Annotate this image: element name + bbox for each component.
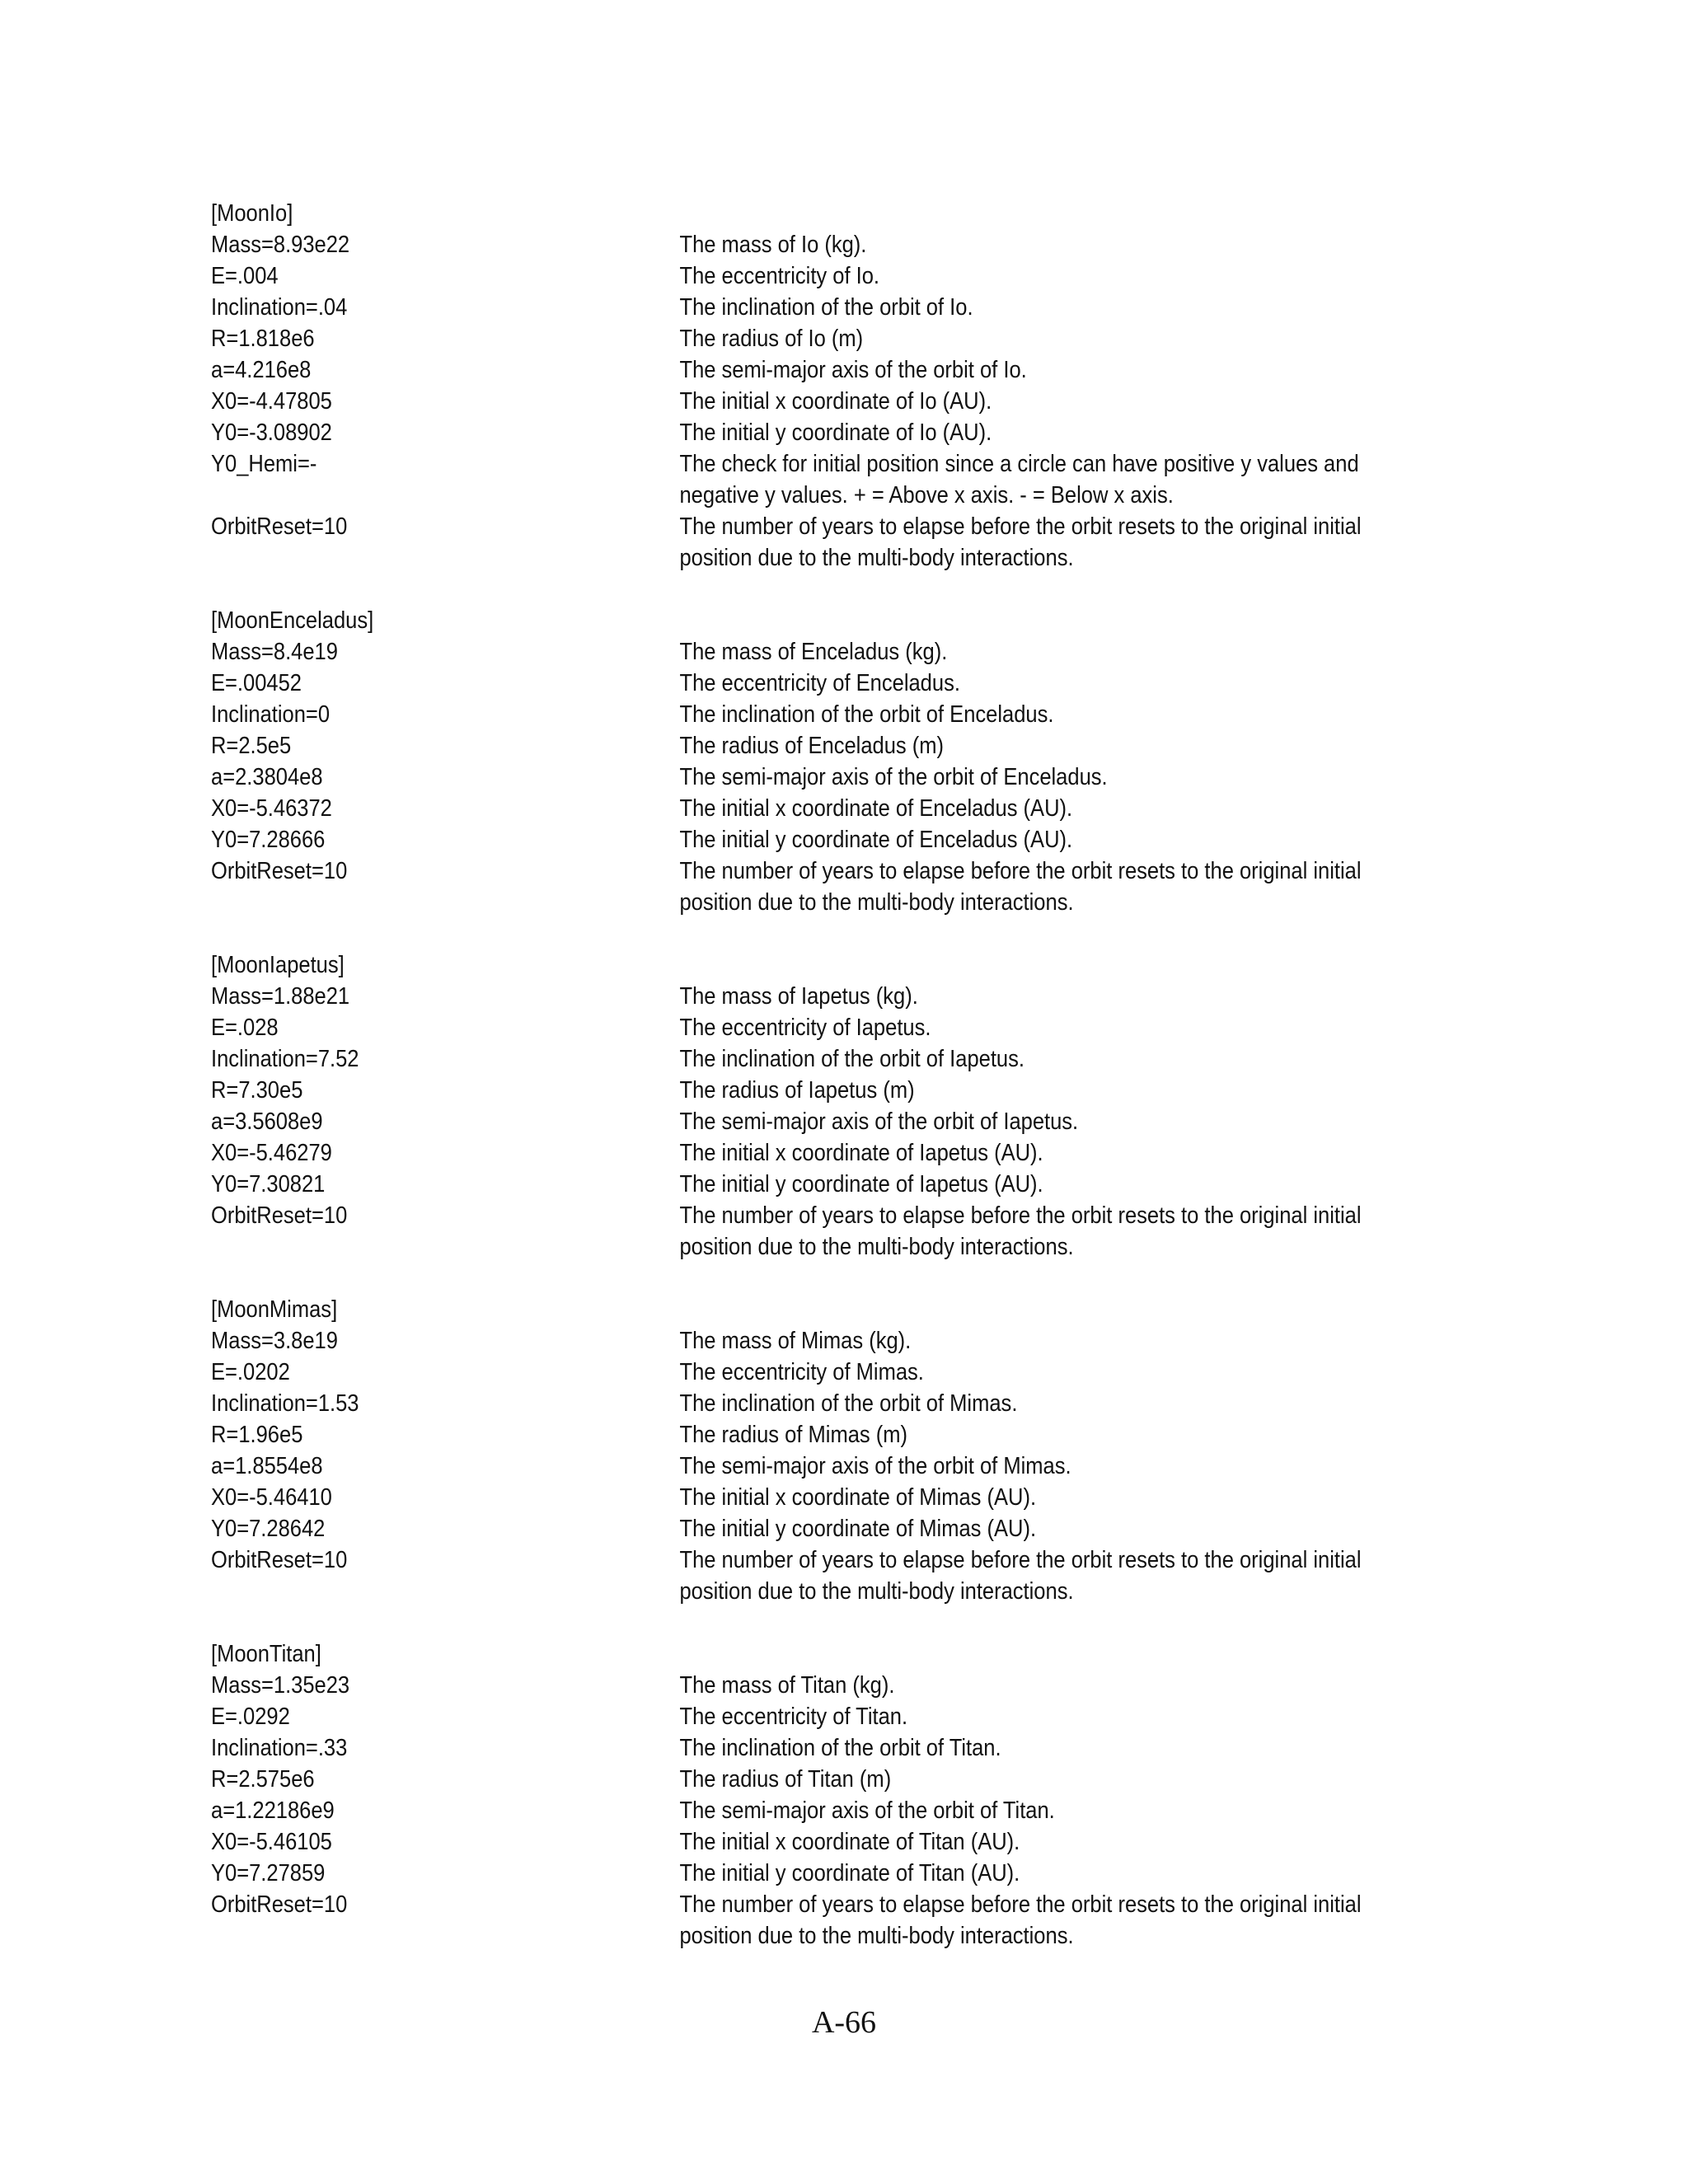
parameter-description: The radius of Enceladus (m) xyxy=(679,733,945,759)
parameter-row-mass xyxy=(211,981,1299,1012)
parameter-key: a=3.5608e9 xyxy=(211,1108,323,1135)
parameter-key: OrbitReset=10 xyxy=(211,858,348,884)
parameter-key: E=.028 xyxy=(211,1015,279,1041)
parameter-key: Inclination=.04 xyxy=(211,294,348,321)
parameter-row-eccentricity xyxy=(211,1701,1299,1732)
parameter-row-y0 xyxy=(211,1169,1299,1200)
parameter-row-radius xyxy=(211,323,1299,354)
parameter-description: The eccentricity of Mimas. xyxy=(679,1359,924,1385)
parameter-key: R=2.5e5 xyxy=(211,733,292,759)
parameter-row-orbit-reset xyxy=(211,1200,1362,1263)
parameter-key: X0=-5.46105 xyxy=(211,1829,332,1855)
parameter-key: Inclination=.33 xyxy=(211,1735,348,1761)
parameter-key: Mass=8.93e22 xyxy=(211,232,350,258)
parameter-key: X0=-5.46372 xyxy=(211,795,332,822)
parameter-description: The number of years to elapse before the orbit resets to the original initial position due to the multi-body interactions. xyxy=(679,1891,1362,1949)
parameter-description: The semi-major axis of the orbit of Io. xyxy=(679,357,1027,383)
parameter-row-semi-major-axis xyxy=(211,762,1299,793)
parameter-key: X0=-4.47805 xyxy=(211,388,332,415)
parameter-description: The semi-major axis of the orbit of Titan. xyxy=(679,1797,1055,1824)
parameter-key: Mass=3.8e19 xyxy=(211,1328,338,1354)
parameter-description: The semi-major axis of the orbit of Iapetus. xyxy=(679,1108,1079,1135)
parameter-row-radius xyxy=(211,1764,1299,1795)
parameter-description: The radius of Io (m) xyxy=(679,326,864,352)
section-moon-enceladus xyxy=(211,605,1362,918)
parameter-row-x0 xyxy=(211,793,1299,824)
parameter-row-x0 xyxy=(211,386,1299,417)
parameter-description: The initial x coordinate of Enceladus (AU). xyxy=(679,795,1073,822)
parameter-description: The eccentricity of Io. xyxy=(679,263,880,289)
parameter-row-semi-major-axis xyxy=(211,1106,1299,1137)
section-header: [MoonIapetus] xyxy=(211,952,345,978)
parameter-row-orbit-reset xyxy=(211,511,1362,574)
parameter-key: E=.0292 xyxy=(211,1704,290,1730)
parameter-description: The initial y coordinate of Mimas (AU). xyxy=(679,1516,1037,1542)
parameter-row-semi-major-axis xyxy=(211,1451,1299,1482)
parameter-key: E=.0202 xyxy=(211,1359,290,1385)
parameter-row-inclination xyxy=(211,1388,1299,1419)
parameter-row-mass xyxy=(211,229,1299,260)
parameter-row-mass xyxy=(211,1670,1299,1701)
parameter-row-mass xyxy=(211,1325,1299,1357)
parameter-row-y0 xyxy=(211,417,1299,448)
parameter-description: The inclination of the orbit of Io. xyxy=(679,294,973,321)
parameter-description: The radius of Titan (m) xyxy=(679,1766,892,1793)
parameter-description: The inclination of the orbit of Mimas. xyxy=(679,1390,1018,1417)
parameter-description: The check for initial position since a circle can have positive y values and negative y values. + = Above x axis. - = Below x axis. xyxy=(679,451,1359,509)
document-body xyxy=(211,198,1362,1983)
parameter-description: The eccentricity of Titan. xyxy=(679,1704,908,1730)
parameter-description: The radius of Mimas (m) xyxy=(679,1422,908,1448)
parameter-key: OrbitReset=10 xyxy=(211,1202,348,1229)
parameter-description: The initial y coordinate of Enceladus (AU). xyxy=(679,827,1073,853)
parameter-key: Y0=7.30821 xyxy=(211,1171,326,1197)
parameter-key: X0=-5.46410 xyxy=(211,1484,332,1511)
parameter-description: The initial x coordinate of Mimas (AU). xyxy=(679,1484,1037,1511)
section-moon-iapetus xyxy=(211,949,1362,1263)
parameter-key: Y0=7.28642 xyxy=(211,1516,326,1542)
page-number: A-66 xyxy=(811,2005,877,2040)
parameter-key: OrbitReset=10 xyxy=(211,513,348,540)
parameter-description: The mass of Iapetus (kg). xyxy=(679,983,918,1010)
parameter-key: OrbitReset=10 xyxy=(211,1547,348,1573)
parameter-key: Mass=8.4e19 xyxy=(211,639,338,665)
parameter-key: R=2.575e6 xyxy=(211,1766,315,1793)
parameter-row-eccentricity xyxy=(211,1012,1299,1043)
parameter-row-semi-major-axis xyxy=(211,354,1299,386)
parameter-key: a=4.216e8 xyxy=(211,357,312,383)
parameter-description: The number of years to elapse before the orbit resets to the original initial position due to the multi-body interactions. xyxy=(679,513,1362,571)
parameter-description: The mass of Titan (kg). xyxy=(679,1672,895,1699)
section-header: [MoonMimas] xyxy=(211,1296,338,1323)
parameter-description: The mass of Mimas (kg). xyxy=(679,1328,912,1354)
parameter-description: The semi-major axis of the orbit of Enceladus. xyxy=(679,764,1108,790)
parameter-description: The initial x coordinate of Io (AU). xyxy=(679,388,992,415)
section-header: [MoonIo] xyxy=(211,200,293,227)
parameter-row-semi-major-axis xyxy=(211,1795,1299,1826)
parameter-key: Y0=-3.08902 xyxy=(211,419,332,446)
parameter-key: Mass=1.35e23 xyxy=(211,1672,350,1699)
section-moon-mimas xyxy=(211,1294,1362,1607)
section-header: [MoonTitan] xyxy=(211,1641,321,1667)
parameter-description: The inclination of the orbit of Iapetus. xyxy=(679,1046,1025,1072)
parameter-description: The initial y coordinate of Titan (AU). xyxy=(679,1860,1020,1886)
parameter-description: The initial x coordinate of Titan (AU). xyxy=(679,1829,1020,1855)
parameter-description: The initial y coordinate of Io (AU). xyxy=(679,419,992,446)
parameter-row-x0 xyxy=(211,1137,1299,1169)
parameter-description: The semi-major axis of the orbit of Mimas. xyxy=(679,1453,1071,1479)
parameter-key: Y0_Hemi=- xyxy=(211,451,317,477)
parameter-key: Mass=1.88e21 xyxy=(211,983,350,1010)
parameter-row-eccentricity xyxy=(211,1357,1299,1388)
parameter-row-y0 xyxy=(211,824,1299,855)
parameter-key: R=7.30e5 xyxy=(211,1077,303,1104)
parameter-key: Inclination=0 xyxy=(211,701,331,728)
parameter-description: The initial x coordinate of Iapetus (AU). xyxy=(679,1140,1043,1166)
parameter-row-orbit-reset xyxy=(211,1544,1362,1607)
parameter-description: The number of years to elapse before the orbit resets to the original initial position due to the multi-body interactions. xyxy=(679,1547,1362,1605)
parameter-row-inclination xyxy=(211,1732,1299,1764)
parameter-description: The mass of Enceladus (kg). xyxy=(679,639,948,665)
parameter-key: a=2.3804e8 xyxy=(211,764,323,790)
parameter-description: The radius of Iapetus (m) xyxy=(679,1077,915,1104)
parameter-description: The number of years to elapse before the orbit resets to the original initial position due to the multi-body interactions. xyxy=(679,1202,1362,1260)
parameter-row-eccentricity xyxy=(211,260,1299,292)
section-moon-io xyxy=(211,198,1362,574)
parameter-row-radius xyxy=(211,730,1299,762)
parameter-row-inclination xyxy=(211,699,1299,730)
parameter-description: The inclination of the orbit of Titan. xyxy=(679,1735,1001,1761)
section-header: [MoonEnceladus] xyxy=(211,607,374,634)
parameter-row-inclination xyxy=(211,292,1299,323)
parameter-row-y0-hemi xyxy=(211,448,1359,511)
parameter-row-y0 xyxy=(211,1513,1299,1544)
parameter-description: The eccentricity of Enceladus. xyxy=(679,670,960,696)
parameter-row-y0 xyxy=(211,1858,1299,1889)
parameter-description: The mass of Io (kg). xyxy=(679,232,867,258)
parameter-description: The inclination of the orbit of Enceladus. xyxy=(679,701,1054,728)
parameter-key: R=1.96e5 xyxy=(211,1422,303,1448)
parameter-description: The initial y coordinate of Iapetus (AU). xyxy=(679,1171,1043,1197)
parameter-key: a=1.8554e8 xyxy=(211,1453,323,1479)
parameter-key: R=1.818e6 xyxy=(211,326,315,352)
parameter-row-x0 xyxy=(211,1826,1299,1858)
parameter-row-eccentricity xyxy=(211,668,1299,699)
parameter-key: OrbitReset=10 xyxy=(211,1891,348,1918)
parameter-key: Inclination=7.52 xyxy=(211,1046,359,1072)
parameter-row-inclination xyxy=(211,1043,1299,1075)
parameter-row-x0 xyxy=(211,1482,1299,1513)
parameter-key: Y0=7.28666 xyxy=(211,827,326,853)
parameter-row-radius xyxy=(211,1075,1299,1106)
parameter-row-orbit-reset xyxy=(211,855,1362,918)
parameter-key: X0=-5.46279 xyxy=(211,1140,332,1166)
parameter-key: E=.00452 xyxy=(211,670,302,696)
parameter-key: E=.004 xyxy=(211,263,279,289)
section-moon-titan xyxy=(211,1638,1362,1952)
parameter-key: Y0=7.27859 xyxy=(211,1860,326,1886)
parameter-row-radius xyxy=(211,1419,1299,1451)
parameter-key: Inclination=1.53 xyxy=(211,1390,359,1417)
parameter-row-orbit-reset xyxy=(211,1889,1362,1952)
parameter-key: a=1.22186e9 xyxy=(211,1797,335,1824)
parameter-description: The eccentricity of Iapetus. xyxy=(679,1015,931,1041)
parameter-row-mass xyxy=(211,636,1299,668)
parameter-description: The number of years to elapse before the orbit resets to the original initial position due to the multi-body interactions. xyxy=(679,858,1362,916)
